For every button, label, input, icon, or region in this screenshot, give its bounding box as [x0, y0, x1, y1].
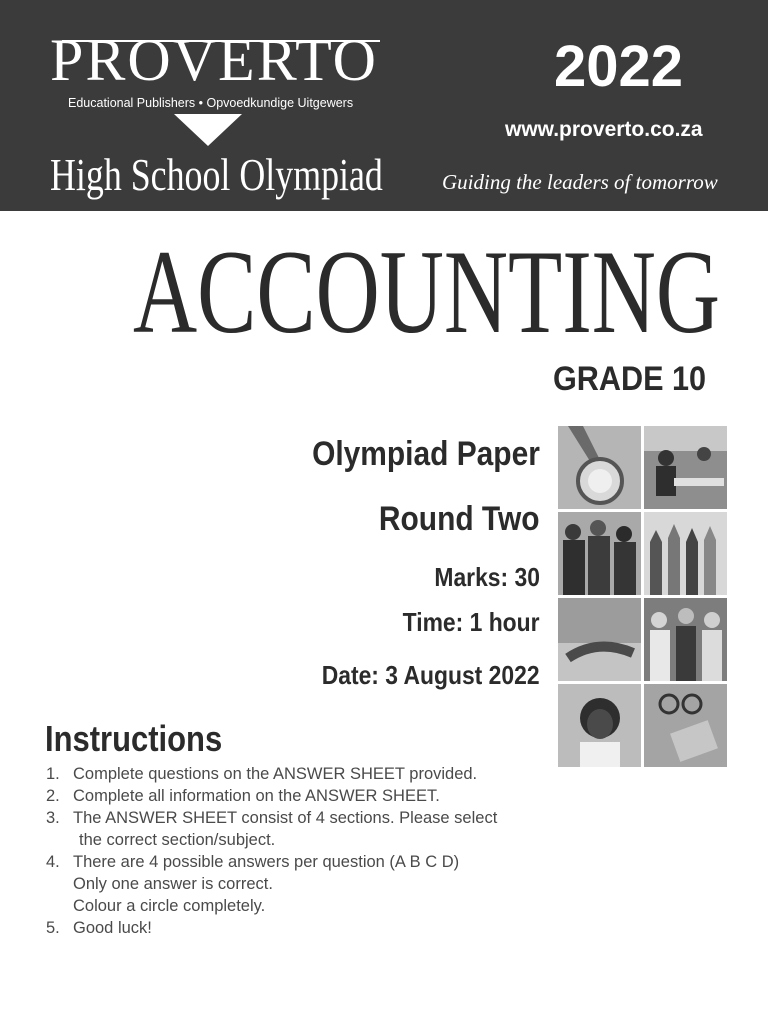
smiling-student-photo — [558, 684, 641, 767]
triangle-down-icon — [174, 114, 242, 146]
paper-marks: Marks: 30 — [434, 562, 540, 592]
list-item: 5. Good luck! — [46, 919, 152, 937]
grade-label: GRADE 10 — [553, 360, 707, 398]
list-item: 3. The ANSWER SHEET consist of 4 sections. Please select the correct section/subject. — [46, 809, 498, 849]
list-item: 4. There are 4 possible answers per question (A B C D) Only one answer is correct. Colour a circle completely. — [46, 853, 460, 915]
olympiad-title: High School Olympiad — [50, 149, 383, 200]
paper-round: Round Two — [379, 500, 540, 538]
header-banner — [0, 0, 768, 211]
subject-title: ACCOUNTING — [133, 225, 721, 358]
motto: Guiding the leaders of tomorrow — [442, 170, 718, 194]
photo-collage — [558, 426, 726, 766]
paper-title: Olympiad Paper — [312, 435, 540, 473]
website-url: www.proverto.co.za — [505, 118, 703, 141]
year: 2022 — [554, 34, 684, 99]
glasses-calculator-photo — [644, 684, 727, 767]
classroom-photo — [644, 426, 727, 509]
students-photo — [558, 512, 641, 595]
instructions-list — [46, 763, 556, 939]
brand-logo: PROVERTO — [50, 27, 379, 93]
medal-photo — [558, 426, 641, 509]
group-photo — [644, 598, 727, 681]
publisher-tagline: Educational Publishers • Opvoedkundige Uitgewers — [68, 96, 354, 110]
instructions-heading: Instructions — [45, 718, 223, 759]
paper-date: Date: 3 August 2022 — [322, 660, 540, 690]
list-item: 2. Complete all information on the ANSWER SHEET. — [46, 787, 440, 805]
list-item: 1. Complete questions on the ANSWER SHEET provided. — [46, 765, 478, 783]
pencils-photo — [644, 512, 727, 595]
writing-hand-photo — [558, 598, 641, 681]
paper-time: Time: 1 hour — [403, 607, 540, 637]
